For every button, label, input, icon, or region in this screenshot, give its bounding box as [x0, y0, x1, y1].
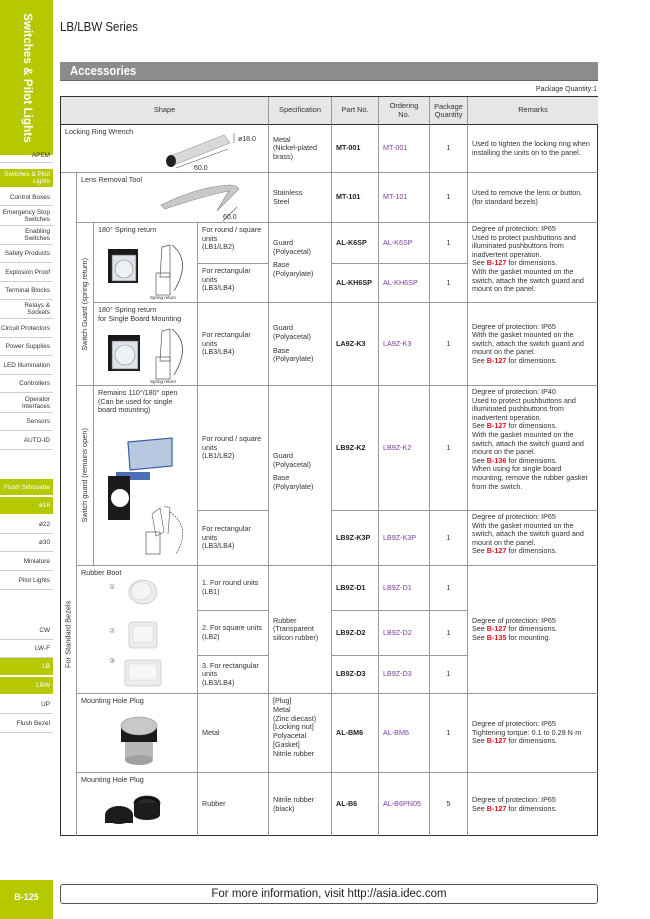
qty-al-bm6: 1 — [430, 694, 468, 773]
qty-al-k6sp: 1 — [430, 223, 468, 264]
qty-wrench: 1 — [430, 125, 468, 173]
section-header — [60, 62, 598, 81]
ordering-no-la9z-k3[interactable]: LA9Z-K3 — [379, 303, 430, 386]
ordering-no-wrench[interactable]: MT-001 — [379, 125, 430, 173]
shape-cell-rubber-boot: Rubber Boot ① ② ③ — [77, 566, 198, 694]
sidebar-item-flush-bezel[interactable]: Flush Bezel — [0, 714, 53, 733]
sidebar-item-controllers[interactable]: Controllers — [0, 375, 53, 393]
sidebar-item-sensors[interactable]: Sensors — [0, 413, 53, 431]
qty-al-b6pn05: 5 — [430, 773, 468, 836]
sidebar-item-circuit-protectors[interactable]: Circuit Protectors — [0, 319, 53, 338]
sub-spec-plug-metal: Metal — [198, 694, 269, 773]
sub-spec-plug-rubber: Rubber — [198, 773, 269, 836]
sidebar-item-auto-id[interactable]: AUTO-ID — [0, 431, 53, 450]
sidebar-item-lb[interactable]: LB — [0, 658, 53, 676]
sidebar-item-emergency-stop[interactable]: Emergency Stop Switches — [0, 207, 53, 226]
sub-spec-boot-square: 2. For square units (LB2) — [198, 611, 269, 656]
remarks-wrench: Used to tighten the locking ring when installing the units on to the panel. — [468, 125, 598, 173]
qty-al-kh6sp: 1 — [430, 264, 468, 303]
category-banner — [0, 0, 53, 155]
sidebar-item-flush-silhouette[interactable]: Flush Silhouette — [0, 479, 53, 496]
shape-name: 180° Spring return — [98, 225, 157, 234]
spec-cell-spring-single: Guard (Polyacetal) Base (Polyarylate) — [269, 303, 332, 386]
remarks-plug-metal: Degree of protection: IP65 Tightening torque: 0.1 to 0.29 N·m See B-127 for dimensions. — [468, 694, 598, 773]
ordering-no-lb9z-d3[interactable]: LB9Z-D3 — [379, 656, 430, 694]
part-no-al-b6: AL-B6 — [332, 773, 379, 836]
sub-spec-spring-round: For round / square units (LB1/LB2) — [198, 223, 269, 264]
ordering-no-lb9z-k2[interactable]: LB9Z-K2 — [379, 386, 430, 511]
spec-cell-rubber-boot: Rubber (Transparent silicon rubber) — [269, 566, 332, 694]
accessories-table — [60, 96, 598, 836]
sidebar-item-pilot-lights[interactable]: Pilot Lights — [0, 571, 53, 590]
ordering-no-lb9z-d1[interactable]: LB9Z-D1 — [379, 566, 430, 611]
part-no-lb9z-d1: LB9Z-D1 — [332, 566, 379, 611]
locking-ring-wrench-image — [156, 131, 266, 171]
group-label-standard-bezels: For Standard Bezels — [61, 173, 77, 836]
metal-plug-image — [115, 712, 165, 768]
footer-info[interactable]: For more information, visit http://asia.idec.com — [60, 884, 598, 904]
sub-spec-spring-single: For rectangular units (LB3/LB4) — [198, 303, 269, 386]
sidebar-item-cw[interactable]: CW — [0, 622, 53, 640]
sidebar-item-control-boxes[interactable]: Control Boxes — [0, 189, 53, 206]
shape-cell-wrench — [61, 125, 269, 173]
part-no-wrench: MT-001 — [332, 125, 379, 173]
page-ref-link[interactable]: B-127 — [486, 546, 507, 556]
page-number: B-125 — [14, 892, 39, 902]
spec-cell-spring-return: Guard (Polyacetal) Base (Polyarylate) — [269, 223, 332, 303]
part-no-lens-tool: MT-101 — [332, 173, 379, 223]
page-ref-link[interactable]: B-127 — [486, 624, 507, 634]
rubber-boot-images — [121, 578, 165, 690]
series-title: LB/LBW Series — [60, 20, 138, 34]
part-no-la9z-k3: LA9Z-K3 — [332, 303, 379, 386]
sub-spec-boot-round: 1. For round units (LB1) — [198, 566, 269, 611]
col-header-ordering-no: Ordering No. — [379, 97, 430, 125]
shape-cell-plug-metal — [77, 694, 198, 773]
shape-name: Rubber Boot — [81, 568, 122, 577]
qty-lb9z-k3p: 1 — [430, 511, 468, 566]
remarks-lb9z-k2: Degree of protection: IP40 Used to protect pushbuttons and illuminated pushbuttons from inadvertent operation. See B-127 for dimensions. With the gasket mounted on the switch, attach the switch guard and mount on the panel. See B-136 for dimensions. When using for single board mounting, remove the rubber gasket from the switch. — [468, 386, 598, 511]
sidebar-item-lbw[interactable]: LBW — [0, 677, 53, 695]
col-header-part-no: Part No. — [332, 97, 379, 125]
sub-spec-spring-rect: For rectangular units (LB3/LB4) — [198, 264, 269, 303]
shape-cell-spring-return — [94, 223, 198, 303]
part-no-al-kh6sp: AL-KH6SP — [332, 264, 379, 303]
svg-text:ø18.0: ø18.0 — [238, 136, 256, 143]
sidebar-item-miniature[interactable]: Miniature — [0, 552, 53, 571]
ordering-no-al-bm6[interactable]: AL-BM6 — [379, 694, 430, 773]
ordering-no-lb9z-d2[interactable]: LB9Z-D2 — [379, 611, 430, 656]
shape-cell-spring-single: 180° Spring return for Single Board Mounting Spring return — [94, 303, 198, 386]
qty-lens-tool: 1 — [430, 173, 468, 223]
sidebar-item-up[interactable]: UP — [0, 695, 53, 714]
ordering-no-al-k6sp[interactable]: AL-K6SP — [379, 223, 430, 264]
col-header-shape: Shape — [61, 97, 269, 125]
part-no-lb9z-k2: LB9Z-K2 — [332, 386, 379, 511]
group-label-switch-guard-open: Switch guard (remains open) — [77, 386, 94, 566]
svg-text:Spring return: Spring return — [150, 379, 177, 384]
sidebar-item-terminal-blocks[interactable]: Terminal Blocks — [0, 282, 53, 300]
ordering-no-lens-tool[interactable]: MT-101 — [379, 173, 430, 223]
shape-name: Locking Ring Wrench — [65, 127, 134, 136]
part-no-al-k6sp: AL-K6SP — [332, 223, 379, 264]
sidebar-item-safety[interactable]: Safety Products — [0, 245, 53, 263]
qty-lb9z-d1: 1 — [430, 566, 468, 611]
spec-cell-lens-tool: Stainless Steel — [269, 173, 332, 223]
part-no-al-bm6: AL-BM6 — [332, 694, 379, 773]
shape-name: Mounting Hole Plug — [81, 696, 144, 705]
col-header-specification: Specification — [269, 97, 332, 125]
sidebar-item-phi22[interactable]: ø22 — [0, 515, 53, 534]
section-title: Accessories — [70, 64, 137, 78]
page-ref-link[interactable]: B-135 — [486, 632, 507, 642]
sidebar-item-relays[interactable]: Relays & Sockets — [0, 300, 53, 319]
sidebar-item-phi16[interactable]: ø16 — [0, 497, 53, 515]
shape-name: Mounting Hole Plug — [81, 775, 144, 784]
sidebar-item-apem[interactable]: APEM — [0, 148, 53, 163]
ordering-no-al-b6pn05[interactable]: AL-B6PN05 — [379, 773, 430, 836]
shape-cell-remains-open: Remains 110°/180° open (Can be used for single board mounting) — [94, 386, 198, 566]
page-number-tab — [0, 880, 53, 919]
spring-single-guard-image — [100, 325, 196, 385]
svg-text:Spring return: Spring return — [150, 295, 177, 300]
sidebar-item-phi30[interactable]: ø30 — [0, 534, 53, 552]
sidebar-item-power-supplies[interactable]: Power Supplies — [0, 338, 53, 356]
shape-cell-plug-rubber — [77, 773, 198, 836]
remarks-plug-rubber: Degree of protection: IP65 See B-127 for dimensions. — [472, 794, 558, 813]
col-header-package-quantity: Package Quantity — [430, 97, 468, 125]
rubber-plug-image — [97, 791, 177, 831]
sidebar-item-switches[interactable]: Switches & Pilot Lights — [0, 169, 53, 188]
spec-cell-wrench: Metal (Nickel-plated brass) — [269, 125, 332, 173]
ordering-no-lb9z-k3p[interactable]: LB9Z-K3P — [379, 511, 430, 566]
page-ref-link[interactable]: B-136 — [486, 455, 507, 465]
svg-text:60.0: 60.0 — [194, 165, 208, 171]
col-header-remarks: Remarks — [468, 97, 598, 125]
sidebar-item-enabling[interactable]: Enabling Switches — [0, 226, 53, 245]
remains-open-guard-image — [102, 436, 196, 558]
sidebar-item-explosion-proof[interactable]: Explosion Proof — [0, 263, 53, 282]
remarks-rubber-boot: Degree of protection: IP65 See B-127 for dimensions. See B-135 for mounting. — [468, 566, 598, 694]
sidebar-item-lw-f[interactable]: LW-F — [0, 640, 53, 658]
remarks-lb9z-k3p: Degree of protection: IP65 With the gasket mounted on the switch, attach the switch guard and mount on the panel. See B-127 for dimensions. — [468, 511, 598, 566]
sidebar-item-operator-interfaces[interactable]: Operator Interfaces — [0, 393, 53, 413]
qty-lb9z-d2: 1 — [430, 611, 468, 656]
part-no-lb9z-k3p: LB9Z-K3P — [332, 511, 379, 566]
qty-la9z-k3: 1 — [430, 303, 468, 386]
sub-spec-open-round: For round / square units (LB1/LB2) — [198, 386, 269, 511]
ordering-no-al-kh6sp[interactable]: AL-KH6SP — [379, 264, 430, 303]
spec-cell-plug-metal: [Plug] Metal (Zinc diecast) [Locking nut] Polyacetal [Gasket] Nitrile rubber — [269, 694, 332, 773]
shape-cell-lens-tool — [77, 173, 269, 223]
svg-text:60.0: 60.0 — [223, 214, 237, 221]
remarks-lens-tool: Used to remove the lens or button. (for standard bezels) — [468, 173, 598, 223]
qty-lb9z-d3: 1 — [430, 656, 468, 694]
lens-removal-tool-image — [157, 181, 257, 223]
remarks-spring-single: Degree of protection: IP65 With the gasket mounted on the switch, attach the switch guard and mount on the panel. See B-127 for dimensions. — [468, 303, 598, 386]
package-quantity-note: Package Quantity:1 — [535, 86, 597, 93]
spec-cell-plug-rubber: Nitrile rubber (black) — [269, 773, 332, 836]
sub-spec-boot-rect: 3. For rectangular units (LB3/LB4) — [198, 656, 269, 694]
category-title: Switches & Pilot Lights — [20, 13, 33, 143]
remarks-spring-return: Degree of protection: IP65 Used to protect pushbuttons and illuminated pushbuttons from inadvertent operation. See B-127 for dimensions. With the gasket mounted on the switch, attach the switch guard and mount on the panel. — [468, 223, 598, 303]
group-label-switch-guard-spring: Switch Guard (spring return) — [77, 223, 94, 386]
page-ref-link[interactable]: B-127 — [486, 355, 507, 365]
sub-spec-open-rect: For rectangular units (LB3/LB4) — [198, 511, 269, 566]
page-ref-link[interactable]: B-127 — [486, 421, 507, 431]
spec-cell-remains-open: Guard (Polyacetal) Base (Polyarylate) — [269, 386, 332, 566]
shape-name: Lens Removal Tool — [81, 175, 142, 184]
page-ref-link[interactable]: B-127 — [486, 736, 507, 746]
part-no-lb9z-d2: LB9Z-D2 — [332, 611, 379, 656]
part-no-lb9z-d3: LB9Z-D3 — [332, 656, 379, 694]
page-ref-link[interactable]: B-127 — [486, 803, 507, 813]
qty-lb9z-k2: 1 — [430, 386, 468, 511]
sidebar-item-led-illumination[interactable]: LED Illumination — [0, 356, 53, 375]
spring-return-guard-image — [100, 239, 196, 301]
page-ref-link[interactable]: B-127 — [486, 258, 507, 268]
